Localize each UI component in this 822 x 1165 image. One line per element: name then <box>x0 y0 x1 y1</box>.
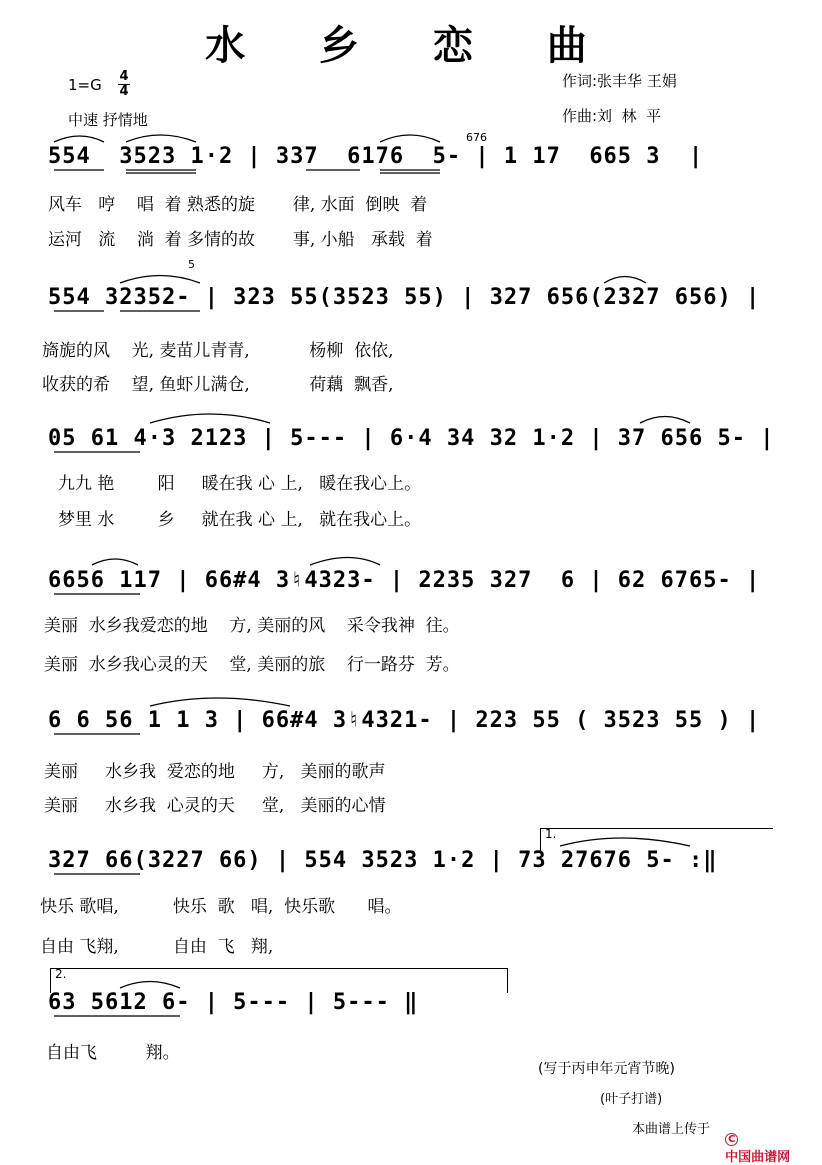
composer-credit: 作曲:刘 林 平 <box>562 107 662 125</box>
notation-line-6: 327 66(3227 66) | 554 3523 1·2 | 73 27676 5- :‖ <box>48 848 718 873</box>
slur <box>310 558 380 566</box>
lyric-line-5-verse-2: 美丽 水乡我 心灵的天 堂, 美丽的心情 <box>44 796 386 816</box>
lyric-line-2-verse-1: 旖旎的风 光, 麦苗儿青青, 杨柳 依依, <box>42 341 394 361</box>
lyric-line-1-verse-2: 运河 流 淌 着 多情的故 事, 小船 承载 着 <box>48 230 433 250</box>
second-ending-label: 2. <box>55 967 67 981</box>
key-signature: 1=G <box>68 76 102 94</box>
slur <box>150 698 290 706</box>
lyric-line-5-verse-1: 美丽 水乡我 爱恋的地 方, 美丽的歌声 <box>44 762 386 782</box>
upload-text: 本曲谱上传于 <box>632 1122 711 1137</box>
song-title: 水 乡 恋 曲 <box>205 22 617 69</box>
lyric-line-4-verse-1: 美丽 水乡我爱恋的地 方, 美丽的风 采令我神 往。 <box>44 616 460 636</box>
slur <box>126 135 196 142</box>
slur <box>120 982 180 989</box>
notation-line-7: 63 5612 6- | 5--- | 5--- ‖ <box>48 990 419 1015</box>
lyricist-credit: 作词:张丰华 王娟 <box>562 72 677 90</box>
lyric-line-3-verse-2: 梦里 水 乡 就在我 心 上, 就在我心上。 <box>58 510 422 530</box>
slur <box>54 136 104 142</box>
lyric-line-6-verse-2: 自由 飞翔, 自由 飞 翔, <box>40 937 274 957</box>
slur <box>604 277 646 284</box>
slur <box>380 135 440 142</box>
time-signature-top: 4 <box>119 69 129 84</box>
slur <box>120 276 200 284</box>
notation-line-3: 05 61 4·3 2123 | 5--- | 6·4 34 32 1·2 | 37 656 5- | <box>48 426 775 451</box>
notation-line-1: 554 3523 1·2 | 337 6176 5- | 1 17 665 3 | <box>48 144 704 169</box>
composition-note: (写于丙申年元宵节晚) <box>538 1061 675 1077</box>
slur <box>92 559 138 565</box>
lyric-line-7: 自由飞 翔。 <box>46 1043 180 1063</box>
notation-line-5: 6 6 56 1 1 3 | 66#4 3♮4321- | 223 55 ( 3523 55 ) | <box>48 708 761 733</box>
slur <box>150 414 270 423</box>
notation-line-4: 6656 117 | 66#4 3♮4323- | 2235 327 6 | 62 6765- | <box>48 568 761 593</box>
grace-note: 5 <box>188 258 195 271</box>
lyric-line-6-verse-1: 快乐 歌唱, 快乐 歌 唱, 快乐歌 唱。 <box>40 897 402 917</box>
slur <box>640 417 690 424</box>
time-signature-bottom: 4 <box>119 84 129 99</box>
first-ending-label: 1. <box>545 827 557 841</box>
typist-credit: (叶子打谱) <box>600 1092 663 1107</box>
site-name: 中国曲谱网 <box>725 1150 791 1165</box>
lyric-line-4-verse-2: 美丽 水乡我心灵的天 堂, 美丽的旅 行一路芬 芳。 <box>44 655 460 675</box>
notation-line-2: 554 32352- | 323 55(3523 55) | 327 656(2327 656) | <box>48 285 761 310</box>
tempo-marking: 中速 抒情地 <box>68 111 148 129</box>
site-logo-icon: C <box>725 1133 738 1146</box>
slur <box>560 838 690 846</box>
grace-notes: 676 <box>466 131 487 144</box>
lyric-line-1-verse-1: 风车 哼 唱 着 熟悉的旋 律, 水面 倒映 着 <box>48 195 428 215</box>
site-logo[interactable] <box>716 1116 790 1165</box>
lyric-line-3-verse-1: 九九 艳 阳 暖在我 心 上, 暖在我心上。 <box>58 474 422 494</box>
lyric-line-2-verse-2: 收获的希 望, 鱼虾儿满仓, 荷藕 飘香, <box>42 375 394 395</box>
